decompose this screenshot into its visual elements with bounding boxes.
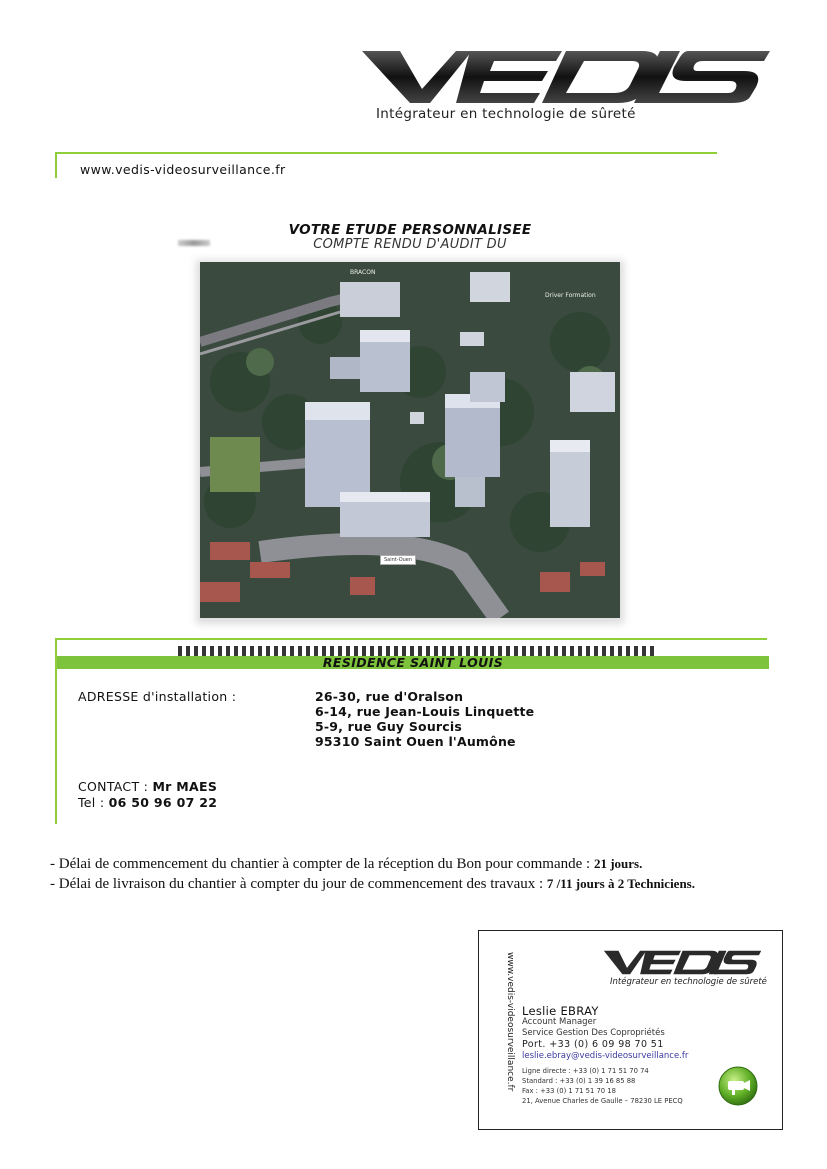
tel-label: Tel : (78, 795, 109, 810)
address-line-2: 6-14, rue Jean-Louis Linquette (315, 704, 535, 719)
card-tagline: Intégrateur en technologie de sûreté (610, 977, 767, 987)
website-link[interactable]: www.vedis-videosurveillance.fr (80, 162, 286, 177)
svg-text:Driver Formation: Driver Formation (545, 292, 596, 299)
card-mobile: Port. +33 (0) 6 09 98 70 51 (522, 1039, 664, 1050)
svg-text:BRACON: BRACON (350, 269, 376, 276)
contact-name: Mr MAES (152, 779, 218, 794)
delay-delivery (50, 876, 695, 893)
contact-line (78, 779, 217, 794)
section-bar-horizontal (55, 638, 767, 640)
redacted-mark (178, 240, 210, 246)
card-direct-line: Ligne directe : +33 (0) 1 71 51 70 74 (522, 1067, 649, 1075)
vedis-logo (352, 45, 772, 107)
residence-name: RESIDENCE SAINT LOUIS (322, 655, 504, 670)
card-standard-line: Standard : +33 (0) 1 39 16 85 88 (522, 1077, 636, 1085)
delay-delivery-value: 7 /11 jours à 2 Techniciens. (546, 876, 695, 891)
contact-label: CONTACT : (78, 779, 153, 794)
camera-icon (718, 1066, 758, 1106)
address-line-4: 95310 Saint Ouen l'Aumône (315, 734, 516, 749)
website-bar-vertical (55, 152, 57, 178)
card-website-vertical (502, 950, 522, 1120)
tel-value: 06 50 96 07 22 (108, 795, 218, 810)
website-bar-horizontal (55, 152, 717, 154)
delay-start-text: - Délai de commencement du chantier à compter de la réception du Bon pour commande : (50, 856, 594, 872)
card-website: www.vedis-videosurveillance.fr (505, 952, 515, 1092)
study-subtitle: COMPTE RENDU D'AUDIT DU (313, 237, 507, 252)
card-person-name: Leslie EBRAY (522, 1004, 599, 1018)
card-service: Service Gestion Des Copropriétés (522, 1028, 665, 1038)
map-label: Saint-Ouen (380, 555, 416, 565)
tagline: Intégrateur en technologie de sûreté (376, 106, 636, 122)
address-label: ADRESSE d'installation : (78, 689, 237, 704)
card-role: Account Manager (522, 1017, 597, 1027)
card-vedis-logo (600, 948, 762, 976)
tel-line (78, 795, 217, 810)
card-fax-line: Fax : +33 (0) 1 71 51 70 18 (522, 1087, 616, 1095)
delay-delivery-text: - Délai de livraison du chantier à compter du jour de commencement des travaux : (50, 876, 547, 892)
study-title: VOTRE ETUDE PERSONNALISEE (288, 222, 532, 238)
address-line-3: 5-9, rue Guy Sourcis (315, 719, 463, 734)
card-email[interactable]: leslie.ebray@vedis-videosurveillance.fr (522, 1051, 689, 1061)
delay-start-value: 21 jours. (593, 856, 643, 871)
delay-start (50, 856, 642, 873)
card-address: 21, Avenue Charles de Gaulle – 78230 LE PECQ (522, 1097, 683, 1105)
address-line-1: 26-30, rue d'Oralson (315, 689, 464, 704)
